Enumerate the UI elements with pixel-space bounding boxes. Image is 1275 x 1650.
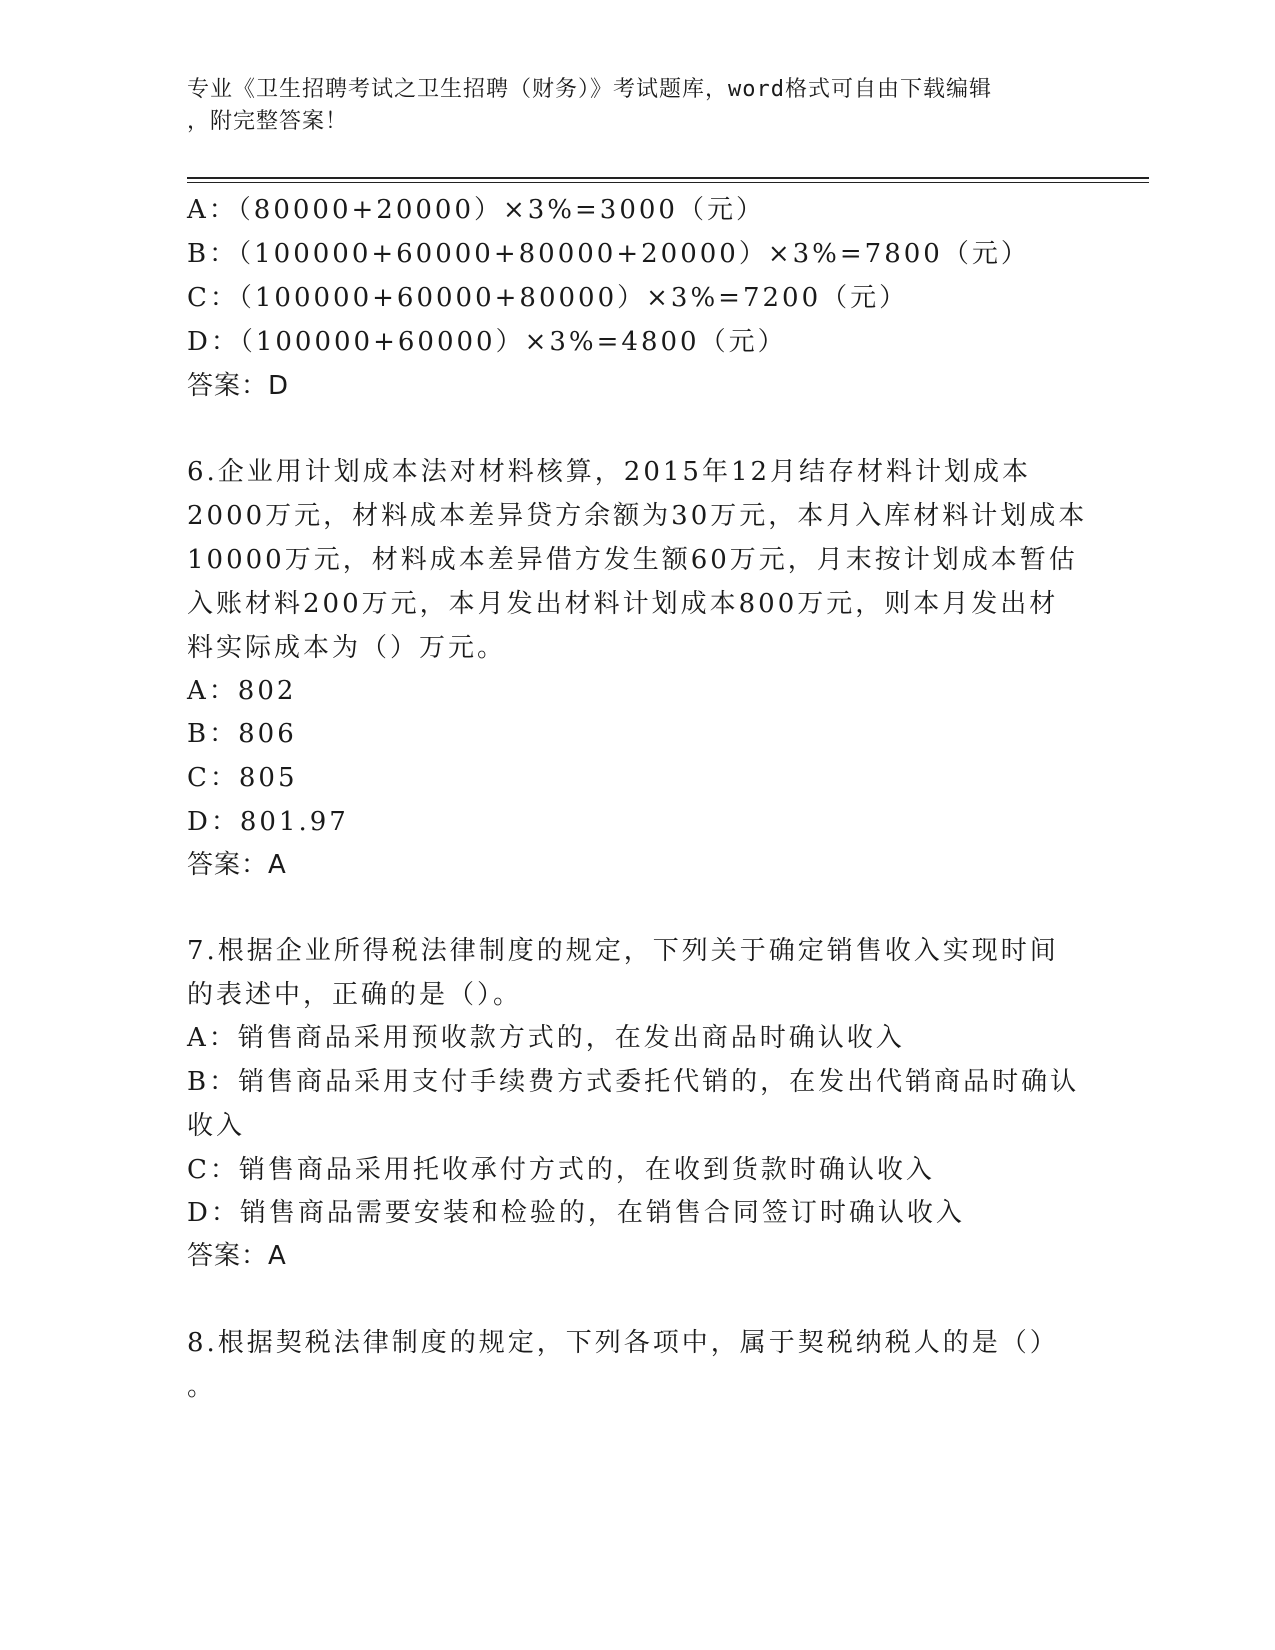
q6-answer: 答案：A [187, 850, 287, 880]
q7-option-b-cont: 收入 [187, 1111, 246, 1141]
q6-stem-line: 入账材料200万元，本月发出材料计划成本800万元，则本月发出材 [187, 589, 1059, 619]
q6-option-b: B：806 [187, 719, 297, 749]
q6-stem-line: 2000万元，材料成本差异贷方余额为30万元，本月入库材料计划成本 [187, 501, 1088, 531]
q7-option-d: D：销售商品需要安装和检验的，在销售合同签订时确认收入 [187, 1198, 965, 1228]
header-line-2: ，附完整答案！ [187, 109, 349, 134]
q6-option-c: C：805 [187, 763, 298, 793]
q5-option-c: C：（100000+60000+80000）×3%=7200（元） [187, 283, 909, 313]
document-header [187, 74, 1087, 138]
header-divider [187, 177, 1149, 179]
q8-stem-line: 。 [187, 1372, 217, 1402]
q7-stem-line: 的表述中，正确的是（）。 [187, 980, 523, 1010]
q6-option-d: D：801.97 [187, 807, 349, 837]
q5-option-d: D：（100000+60000）×3%=4800（元） [187, 327, 787, 357]
header-divider-thin [187, 182, 1149, 183]
q7-option-c: C：销售商品采用托收承付方式的，在收到货款时确认收入 [187, 1155, 935, 1185]
q7-answer: 答案：A [187, 1241, 287, 1271]
header-line-1: 专业《卫生招聘考试之卫生招聘（财务）》考试题库，word格式可自由下载编辑 [187, 77, 992, 102]
q7-option-b: B：销售商品采用支付手续费方式委托代销的，在发出代销商品时确认 [187, 1067, 1080, 1097]
q6-stem-line: 料实际成本为（）万元。 [187, 633, 507, 663]
q7-stem-line: 7.根据企业所得税法律制度的规定，下列关于确定销售收入实现时间 [187, 936, 1059, 966]
q6-option-a: A：802 [187, 676, 297, 706]
q5-answer: 答案：D [187, 371, 290, 401]
q6-stem-line: 10000万元，材料成本差异借方发生额60万元，月末按计划成本暂估 [187, 545, 1078, 575]
q8-stem-line: 8.根据契税法律制度的规定，下列各项中，属于契税纳税人的是（） [187, 1328, 1059, 1358]
q5-option-a: A：（80000+20000）×3%=3000（元） [187, 195, 765, 225]
q5-option-b: B：（100000+60000+80000+20000）×3%=7800（元） [187, 239, 1030, 269]
q7-option-a: A：销售商品采用预收款方式的，在发出商品时确认收入 [187, 1023, 905, 1053]
q6-stem-line: 6.企业用计划成本法对材料核算，2015年12月结存材料计划成本 [187, 457, 1032, 487]
